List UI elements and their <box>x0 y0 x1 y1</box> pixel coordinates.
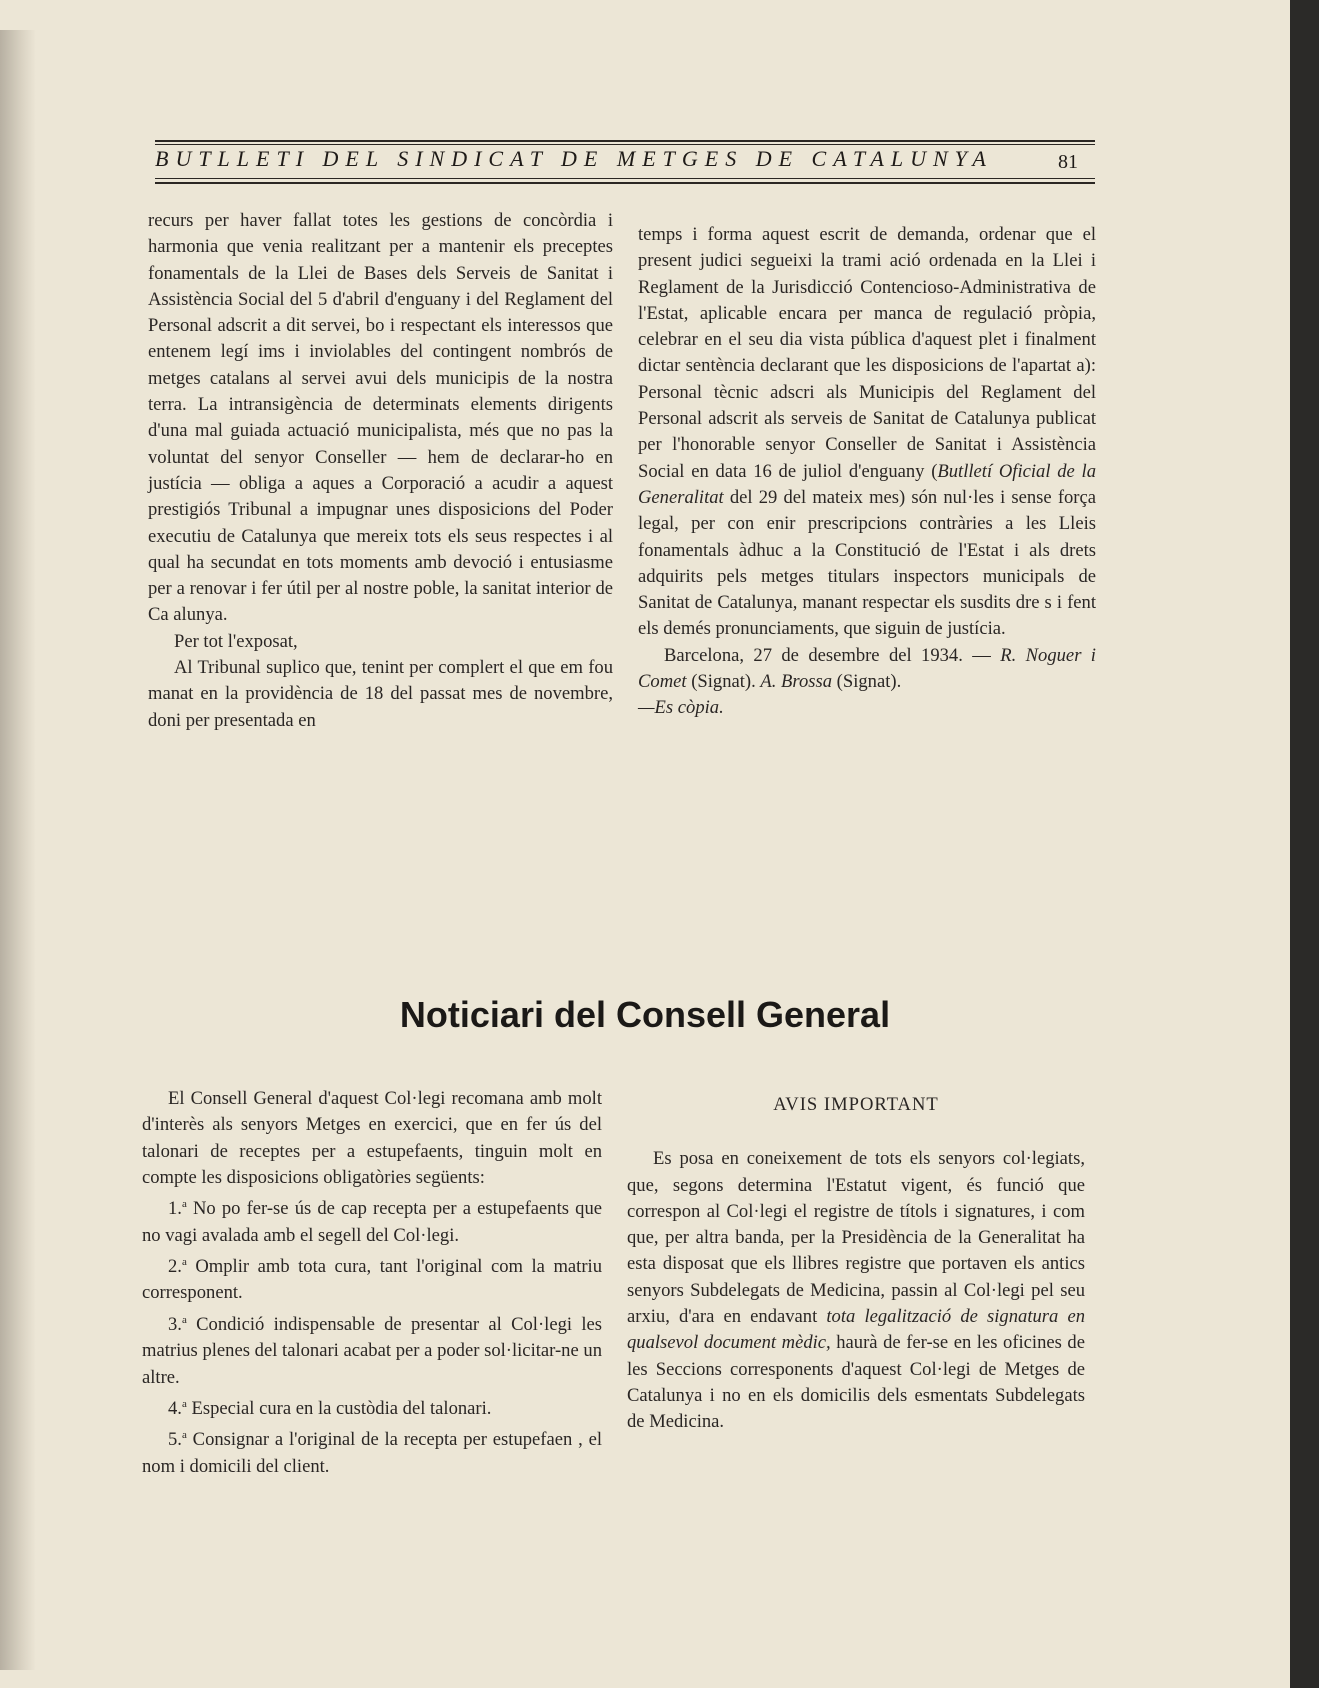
signatory-name: A. Brossa <box>760 671 833 693</box>
notice-body <box>627 1146 1085 1435</box>
rule-item <box>142 1391 602 1422</box>
header-rule-bottom-thin <box>155 178 1095 179</box>
paragraph-text: Es posa en coneixement de tots els senyors col·legiats, que, segons determina l'Estatut vigent, és funció que correspon al Col·legi el registre de títols i signatures, i com que, per altra banda, per la Presidència de la Generalitat ha esta disposat que els llibres registre que portaven els antics senyors Subdelegats de Medicina, passin al Col·legi pel seu arxiu, d'ara en endavant <box>627 1148 1085 1328</box>
signature-paragraph <box>638 643 1096 696</box>
rule-text: Omplir amb tota cura, tant l'original com la matriu corresponent. <box>142 1256 602 1304</box>
rule-text: Consignar a l'original de la recepta per estupefaen , el nom i domicili del client. <box>142 1429 602 1477</box>
binding-shadow <box>0 30 36 1670</box>
signatory-name: R. Noguer i Comet <box>638 644 1096 693</box>
paragraph: Per tot l'exposat, <box>174 630 298 652</box>
header-rule-top-thick <box>155 140 1095 142</box>
rule-item <box>142 1191 602 1249</box>
intro-paragraph: El Consell General d'aquest Col·legi recomana amb molt d'interès als senyors Metges en exercici, que en fer ús del talonari de receptes per a estupefaents, tinguin molt en compte les disposicions obligatòries següents: <box>142 1088 602 1188</box>
rule-item <box>142 1422 602 1480</box>
rules-list <box>142 1191 602 1480</box>
header-rule-bottom-thick <box>155 182 1095 184</box>
page-number: 81 <box>1058 151 1078 173</box>
paragraph: Al Tribunal suplico que, tenint per complert el que em fou manat en la providència de 18 del passat mes de novembre, doni per presentada en <box>148 657 613 731</box>
ordinal-mark: a <box>181 1429 187 1442</box>
rule-number: 2. <box>168 1256 182 1278</box>
notice-column-left <box>142 1086 602 1480</box>
paragraph-text: haurà de fer-se en les oficines de les Seccions corresponents d'aquest Col·legi de Metges de Catalunya i no en els domicilis dels esmentats Subdelegats de Medicina. <box>627 1332 1085 1433</box>
rule-number: 5. <box>168 1429 182 1451</box>
paragraph-text: temps i forma aquest escrit de demanda, ordenar que el present judici segueixi la trami ació ordenada en la Llei i Reglament de la Jurisdicció Contencioso-Administrativa de l'Estat, aplicable encara per manca de regulació pròpia, celebrar en el seu dia vista pública d'aquest plet i finalment dictar sentència declarant que les disposicions de l'apartat a): Personal tècnic adscri als Municipis del Reglament del Personal adscrit als serveis de Sanitat de Catalunya publicat per l'honorable senyor Conseller de Sanitat i Assistència Social en data 16 de juliol d'enguany ( <box>638 224 1096 482</box>
ordinal-mark: a <box>181 1255 187 1268</box>
signed-note: (Signat). <box>832 671 902 693</box>
ordinal-mark: a <box>181 1198 187 1211</box>
rule-number: 3. <box>168 1313 182 1335</box>
rule-number: 4. <box>168 1398 182 1420</box>
emphasis-text: tota legalització de signatura en qualsevol document mèdic, <box>627 1306 1085 1354</box>
signed-note: (Signat). <box>686 671 761 693</box>
journal-title: BUTLLETI DEL SINDICAT DE METGES DE CATALUNYA <box>155 146 993 171</box>
copy-note-text: —Es còpia. <box>638 697 724 719</box>
paragraph <box>638 222 1096 643</box>
rule-item <box>142 1249 602 1307</box>
article-column-left <box>148 208 613 734</box>
paragraph-text: del 29 del mateix mes) són nul·les i sense força legal, per con enir prescripcions contràries a les Lleis fonamentals àdhuc a la Constitució de l'Estat i als drets adquirits pels metges titulars inspectors municipals de Sanitat de Catalunya, manant respectar els susdits dre s i fent els demés pronunciaments, que siguin de justícia. <box>638 486 1096 640</box>
rule-text: No po fer-se ús de cap recepta per a estupefaents que no vagi avalada amb el segell del Col·legi. <box>142 1198 602 1246</box>
rule-text: Condició indispensable de presentar al Col·legi les matrius plenes del talonari acabat per a poder sol·licitar-ne un altre. <box>142 1313 602 1388</box>
notice-title: AVIS IMPORTANT <box>773 1094 939 1115</box>
copy-note <box>638 695 1096 721</box>
paragraph: recurs per haver fallat totes les gestions de concòrdia i harmonia que venia realitzant per a mantenir els preceptes fonamentals de la Llei de Bases dels Serveis de Sanitat i Assistència Social del 5 d'abril d'enguany i del Reglament del Personal adscrit a dit servei, bo i respectant els interessos que entenem legí ims i inviolables del contingent nombrós de metges catalans al servei avui dels municipis de la nostra terra. La intransigència de determinats elements dirigents d'una mal guiada actuació municipalista, més que no pas la voluntat del senyor Conseller — hem de declarar-ho en justícia — obliga a aques a Corporació a acudir a aquest prestigiós Tribunal a impugnar unes disposicions del Poder executiu de Catalunya que mereix tots els seus respectes i al qual ha secundat en tots moments amb devoció i entusiasme per a renovar i fer útil per al nostre poble, la sanitat interior de Ca alunya. <box>148 210 613 626</box>
header-rule-top-thin <box>155 144 1095 145</box>
ordinal-mark: a <box>181 1397 187 1410</box>
rule-text: Especial cura en la custòdia del talonari. <box>186 1398 492 1420</box>
rule-number: 1. <box>168 1198 182 1220</box>
publication-name: Butlletí Oficial de la Generalitat <box>638 460 1096 508</box>
date-line: Barcelona, 27 de desembre del 1934. — <box>664 644 1001 666</box>
notice-column-right <box>627 1092 1085 1436</box>
section-title: Noticiari del Consell General <box>399 994 891 1035</box>
rule-item <box>142 1307 602 1391</box>
article-column-right <box>638 222 1096 722</box>
ordinal-mark: a <box>181 1313 187 1326</box>
